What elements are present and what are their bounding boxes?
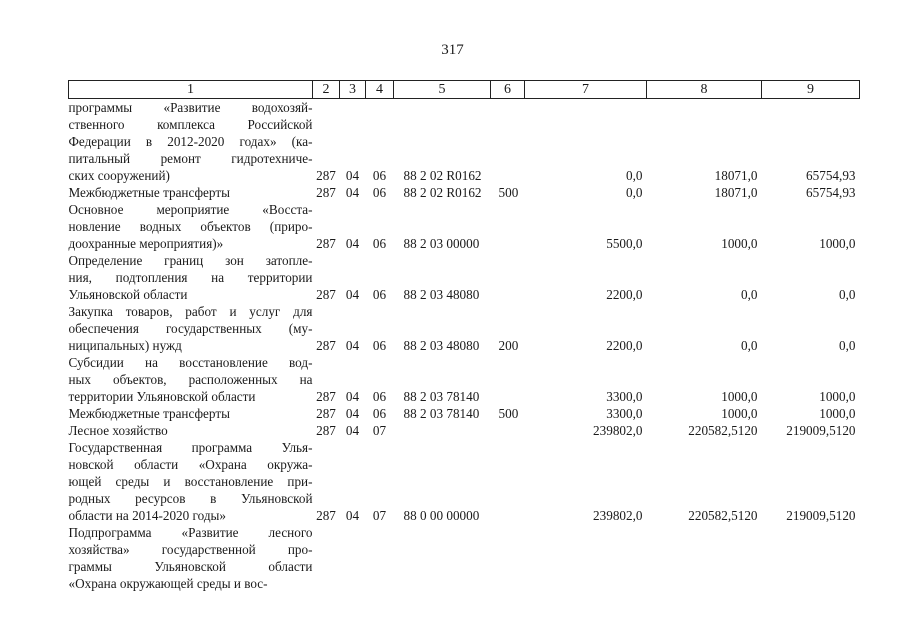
row-name-line: Межбюджетные трансферты xyxy=(68,185,230,200)
row-name-line: Основное мероприятие «Восста- xyxy=(68,202,313,217)
row-subsection-code: 07 xyxy=(372,508,387,523)
table-row xyxy=(69,524,860,592)
row-name-line: обеспечения государственных (му- xyxy=(68,321,313,336)
row-name-line: хозяйства» государственной про- xyxy=(68,542,313,557)
row-target-article: 88 2 03 78140 xyxy=(403,406,480,421)
row-amount-col8: 1000,0 xyxy=(721,389,758,404)
row-amount-col8: 18071,0 xyxy=(714,168,758,183)
row-name-line: программы «Развитие водохозяй- xyxy=(68,100,313,115)
row-subsection-code: 07 xyxy=(372,423,387,438)
row-name-line: новление водных объектов (приро- xyxy=(68,219,313,234)
row-name-line: Государственная программа Улья- xyxy=(68,440,313,455)
row-name-line: ственного комплекса Российской xyxy=(68,117,313,132)
row-subsection-code: 06 xyxy=(372,236,387,251)
column-header-6: 6 xyxy=(491,81,525,99)
row-amount-col8: 0,0 xyxy=(741,287,758,302)
row-section-code: 04 xyxy=(345,287,360,302)
row-name-line: Закупка товаров, работ и услуг для xyxy=(68,304,313,319)
column-header-3: 3 xyxy=(340,81,366,99)
row-name-line: Межбюджетные трансферты xyxy=(68,406,230,421)
column-header-7: 7 xyxy=(525,81,647,99)
row-section-code xyxy=(340,524,366,592)
row-subsection-code: 06 xyxy=(372,185,387,200)
row-amount-col7: 2200,0 xyxy=(606,287,643,302)
row-name-line: граммы Ульяновской области xyxy=(68,559,313,574)
row-subsection-code: 06 xyxy=(372,287,387,302)
table-row xyxy=(69,184,860,201)
row-subsection-code: 06 xyxy=(372,389,387,404)
row-amount-col9: 0,0 xyxy=(839,338,856,353)
row-section-code: 04 xyxy=(345,236,360,251)
row-target-article: 88 2 03 78140 xyxy=(403,389,480,404)
row-name xyxy=(69,354,313,405)
row-section-code: 04 xyxy=(345,389,360,404)
row-ministry-code: 287 xyxy=(316,287,336,302)
row-ministry-code: 287 xyxy=(316,236,336,251)
row-expense-type: 500 xyxy=(498,406,519,421)
row-name-line: питальный ремонт гидротехниче- xyxy=(68,151,313,166)
row-name-line: области на 2014-2020 годы» xyxy=(68,508,226,523)
table-row xyxy=(69,303,860,354)
row-name-line: Ульяновской области xyxy=(68,287,188,302)
row-name xyxy=(69,99,313,185)
row-amount-col8 xyxy=(647,524,762,592)
row-amount-col8: 1000,0 xyxy=(721,236,758,251)
row-target-article xyxy=(394,422,491,439)
row-amount-col7: 3300,0 xyxy=(606,389,643,404)
row-amount-col9: 65754,93 xyxy=(806,185,856,200)
row-ministry-code: 287 xyxy=(316,389,336,404)
row-target-article: 88 0 00 00000 xyxy=(403,508,480,523)
row-target-article: 88 2 02 R0162 xyxy=(403,185,482,200)
row-ministry-code: 287 xyxy=(316,168,336,183)
row-name xyxy=(69,201,313,252)
table-row xyxy=(69,252,860,303)
row-expense-type xyxy=(491,422,525,439)
row-name xyxy=(69,422,313,439)
column-header-8: 8 xyxy=(647,81,762,99)
row-name-line: ских сооружений) xyxy=(68,168,170,183)
row-section-code: 04 xyxy=(345,423,360,438)
row-expense-type xyxy=(491,354,525,405)
column-header-4: 4 xyxy=(366,81,394,99)
row-ministry-code: 287 xyxy=(316,338,336,353)
row-expense-type xyxy=(491,99,525,185)
table-row xyxy=(69,354,860,405)
budget-table xyxy=(68,80,860,592)
page-number: 317 xyxy=(441,42,464,58)
row-ministry-code: 287 xyxy=(316,423,336,438)
row-expense-type xyxy=(491,252,525,303)
row-name-line: родных ресурсов в Ульяновской xyxy=(68,491,313,506)
column-header-9: 9 xyxy=(762,81,860,99)
row-amount-col8: 1000,0 xyxy=(721,406,758,421)
row-name-line: Федерации в 2012-2020 годах» (ка- xyxy=(68,134,313,149)
row-amount-col7: 0,0 xyxy=(626,168,643,183)
row-ministry-code xyxy=(313,524,340,592)
row-expense-type: 500 xyxy=(498,185,519,200)
row-amount-col7: 2200,0 xyxy=(606,338,643,353)
row-name-line: доохранные мероприятия)» xyxy=(68,236,224,251)
row-name-line: ния, подтопления на территории xyxy=(68,270,313,285)
column-header-5: 5 xyxy=(394,81,491,99)
row-name xyxy=(69,524,313,592)
row-section-code: 04 xyxy=(345,168,360,183)
row-name-line: ющей среды и восстановление при- xyxy=(68,474,313,489)
row-target-article: 88 2 03 00000 xyxy=(403,236,480,251)
row-section-code: 04 xyxy=(345,508,360,523)
row-name xyxy=(69,252,313,303)
row-subsection-code xyxy=(366,524,394,592)
row-amount-col7: 0,0 xyxy=(626,185,643,200)
row-section-code: 04 xyxy=(345,185,360,200)
row-target-article: 88 2 03 48080 xyxy=(403,338,480,353)
row-amount-col9 xyxy=(762,524,860,592)
row-amount-col9: 1000,0 xyxy=(819,389,856,404)
row-target-article xyxy=(394,524,491,592)
row-target-article: 88 2 03 48080 xyxy=(403,287,480,302)
row-expense-type xyxy=(491,201,525,252)
row-name-line: Лесное хозяйство xyxy=(68,423,168,438)
row-expense-type xyxy=(491,439,525,524)
column-header-1: 1 xyxy=(69,81,313,99)
row-name-line: Подпрограмма «Развитие лесного xyxy=(68,525,313,540)
row-amount-col9: 219009,5120 xyxy=(786,423,856,438)
row-ministry-code: 287 xyxy=(316,185,336,200)
row-amount-col8: 220582,5120 xyxy=(688,508,758,523)
row-amount-col9: 1000,0 xyxy=(819,236,856,251)
table-row xyxy=(69,99,860,185)
row-subsection-code: 06 xyxy=(372,338,387,353)
row-name-line: Определение границ зон затопле- xyxy=(68,253,313,268)
row-name-line: ниципальных) нужд xyxy=(68,338,182,353)
row-amount-col8: 18071,0 xyxy=(714,185,758,200)
row-amount-col8: 0,0 xyxy=(741,338,758,353)
row-name xyxy=(69,184,313,201)
row-amount-col7: 5500,0 xyxy=(606,236,643,251)
row-section-code: 04 xyxy=(345,338,360,353)
row-name xyxy=(69,405,313,422)
row-expense-type: 200 xyxy=(498,338,519,353)
row-subsection-code: 06 xyxy=(372,168,387,183)
row-amount-col9: 65754,93 xyxy=(806,168,856,183)
table-row xyxy=(69,422,860,439)
row-name-line: территории Ульяновской области xyxy=(68,389,256,404)
row-name-line: ных объектов, расположенных на xyxy=(68,372,313,387)
row-name-line: Субсидии на восстановление вод- xyxy=(68,355,313,370)
row-section-code: 04 xyxy=(345,406,360,421)
row-amount-col9: 0,0 xyxy=(839,287,856,302)
row-amount-col7: 3300,0 xyxy=(606,406,643,421)
row-name-line: «Охрана окружающей среды и вос- xyxy=(68,576,268,591)
row-amount-col8: 220582,5120 xyxy=(688,423,758,438)
row-amount-col9: 1000,0 xyxy=(819,406,856,421)
row-name xyxy=(69,303,313,354)
row-amount-col7 xyxy=(525,524,647,592)
row-ministry-code: 287 xyxy=(316,406,336,421)
row-expense-type xyxy=(491,524,525,592)
table-row xyxy=(69,201,860,252)
table-row xyxy=(69,439,860,524)
row-amount-col7: 239802,0 xyxy=(593,508,643,523)
row-ministry-code: 287 xyxy=(316,508,336,523)
row-amount-col7: 239802,0 xyxy=(593,423,643,438)
row-amount-col9: 219009,5120 xyxy=(786,508,856,523)
row-name-line: новской области «Охрана окружа- xyxy=(68,457,313,472)
column-header-2: 2 xyxy=(313,81,340,99)
row-subsection-code: 06 xyxy=(372,406,387,421)
table-body xyxy=(69,99,860,593)
row-name xyxy=(69,439,313,524)
row-target-article: 88 2 02 R0162 xyxy=(403,168,482,183)
table-row xyxy=(69,405,860,422)
header-row xyxy=(69,81,860,99)
